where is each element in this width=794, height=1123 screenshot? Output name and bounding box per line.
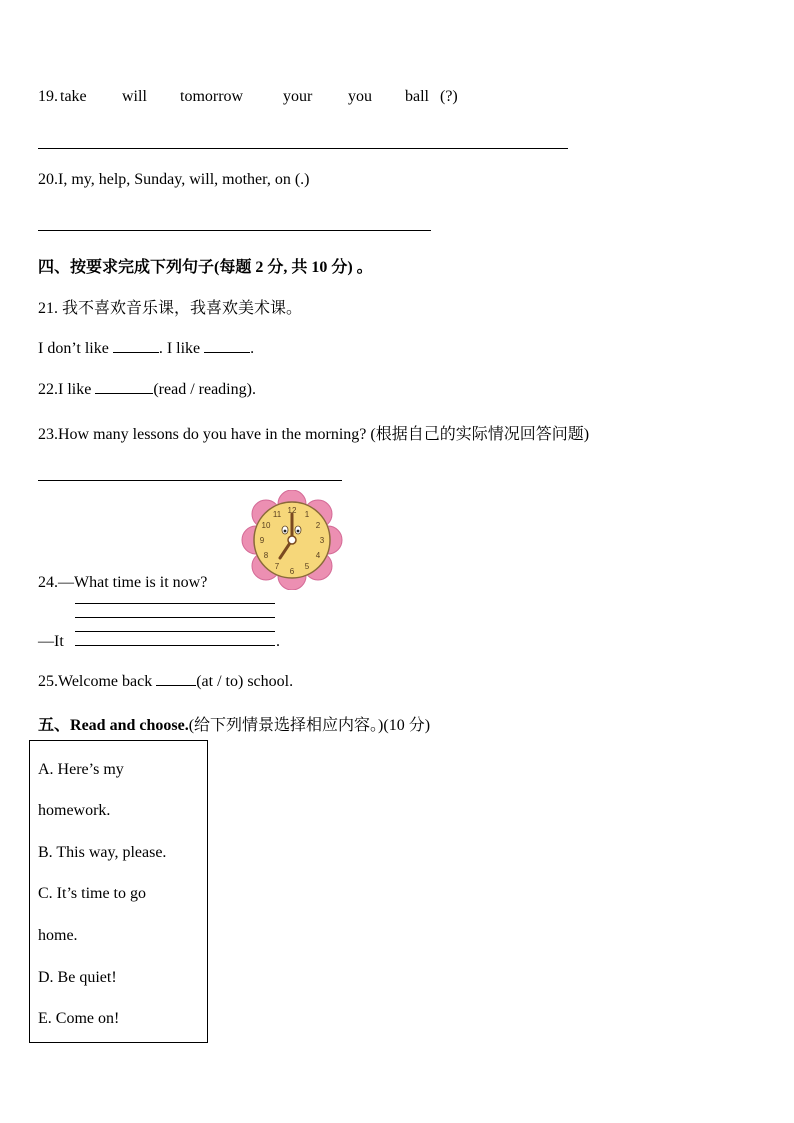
q22-sentence bbox=[38, 379, 256, 399]
q25-sentence bbox=[38, 671, 293, 691]
q19-word: ball bbox=[405, 88, 429, 105]
q19-answer-line[interactable] bbox=[38, 148, 568, 149]
q21-blank-2[interactable] bbox=[204, 338, 250, 353]
option-item: C. It’s time to go bbox=[38, 885, 146, 902]
clock-number: 11 bbox=[272, 510, 282, 519]
option-item: E. Come on! bbox=[38, 1010, 120, 1027]
q21-part3: . bbox=[250, 340, 255, 357]
q23-text: 23.How many lessons do you have in the morning? (根据自己的实际情况回答问题) bbox=[38, 426, 590, 443]
q19-word: you bbox=[348, 88, 372, 105]
q21-part1: I don’t like bbox=[38, 340, 109, 357]
clock-number: 8 bbox=[263, 551, 269, 560]
option-item: A. Here’s my bbox=[38, 761, 124, 778]
option-item: B. This way, please. bbox=[38, 844, 167, 861]
clock-number: 4 bbox=[315, 551, 321, 560]
section5-title-note: (给下列情景选择相应内容。)(10 分) bbox=[188, 717, 431, 734]
clock-number: 10 bbox=[261, 521, 271, 530]
q21-blank-1[interactable] bbox=[113, 338, 159, 353]
option-item: home. bbox=[38, 927, 78, 944]
clock-number: 9 bbox=[259, 536, 265, 545]
clock-illustration bbox=[240, 490, 344, 590]
q19-word: (?) bbox=[440, 88, 458, 105]
clock-number: 1 bbox=[304, 510, 310, 519]
q19-word: tomorrow bbox=[180, 88, 244, 105]
q24-answer-suffix: . bbox=[276, 633, 280, 650]
q24-answer-prefix: —It bbox=[38, 633, 64, 650]
clock-number: 3 bbox=[319, 536, 325, 545]
q21-sentence bbox=[38, 338, 254, 358]
q22-part1: 22.I like bbox=[38, 381, 92, 398]
option-item: D. Be quiet! bbox=[38, 969, 117, 986]
clock-number: 6 bbox=[289, 567, 295, 576]
clock-number: 5 bbox=[304, 562, 310, 571]
clock-center bbox=[288, 536, 296, 544]
section5-title-en: Read and choose. bbox=[70, 717, 189, 734]
q24-line[interactable] bbox=[75, 603, 275, 604]
clock-number: 2 bbox=[315, 521, 321, 530]
q23-answer-line[interactable] bbox=[38, 480, 342, 481]
clock-number: 12 bbox=[287, 506, 297, 515]
q19-word: will bbox=[122, 88, 147, 105]
q24-line[interactable] bbox=[75, 617, 275, 618]
q21-part2: . I like bbox=[158, 340, 201, 357]
q25-blank[interactable] bbox=[156, 671, 196, 686]
q20-answer-line[interactable] bbox=[38, 230, 431, 231]
option-item: homework. bbox=[38, 802, 111, 819]
clock-number: 7 bbox=[274, 562, 280, 571]
section5-title bbox=[38, 712, 430, 735]
q22-blank[interactable] bbox=[95, 379, 153, 394]
q24-question: 24.—What time is it now? bbox=[38, 574, 208, 591]
q19-word: your bbox=[283, 88, 313, 105]
q25-part2: (at / to) school. bbox=[196, 673, 294, 690]
section4-title: 四、按要求完成下列句子(每题 2 分, 共 10 分) 。 bbox=[38, 259, 373, 276]
q20-text: 20.I, my, help, Sunday, will, mother, on (.) bbox=[38, 171, 310, 188]
section5-title-cn: 五、 bbox=[38, 717, 71, 734]
options-box bbox=[29, 740, 208, 1043]
q22-part2: (read / reading). bbox=[153, 381, 256, 398]
q25-part1: 25.Welcome back bbox=[38, 673, 153, 690]
q24-line[interactable] bbox=[75, 631, 275, 632]
q21-prompt: 21. 我不喜欢音乐课，我喜欢美术课。 bbox=[38, 300, 303, 317]
q24-line[interactable] bbox=[75, 645, 275, 646]
q19-word: take bbox=[60, 88, 87, 105]
q19-number: 19. bbox=[38, 88, 58, 105]
